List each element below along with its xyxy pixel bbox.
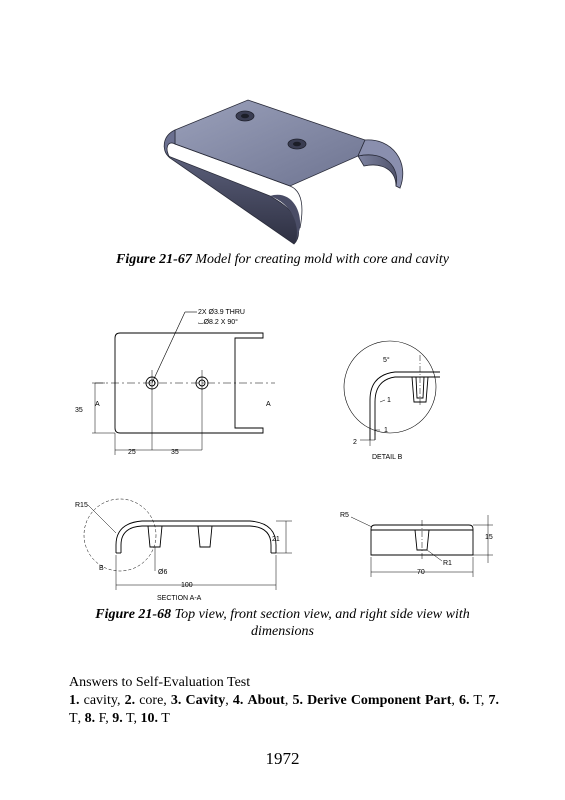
answers-list: 1. cavity, 2. core, 3. Cavity, 4. About, 5. Derive Component Part, 6. T, 7. T, 8. F, 9. T, 10. T: [69, 693, 500, 726]
answer-text: Derive Component Part: [307, 693, 452, 708]
answer-text: T: [69, 711, 78, 726]
answer-num: 4.: [232, 693, 244, 708]
answer-text: F: [98, 711, 106, 726]
side-radius: R5: [340, 512, 349, 519]
answer-text: cavity: [83, 693, 117, 708]
dim-25: 25: [128, 449, 136, 456]
mold-model-image: [160, 78, 405, 248]
section-detail-label: B: [99, 565, 104, 572]
detail-dim-b: 1: [384, 427, 388, 434]
answer-num: 7.: [488, 693, 500, 708]
detail-angle: 5°: [383, 357, 390, 364]
figure-number: Figure 21-68: [95, 607, 172, 622]
answer-num: 9.: [112, 711, 123, 726]
answer-num: 6.: [459, 693, 470, 708]
figure-caption-text-line2: dimensions: [251, 624, 314, 639]
section-radius: R15: [75, 502, 88, 509]
answers-section: [69, 674, 499, 728]
answer-text: T: [161, 711, 170, 726]
section-length-100: 100: [181, 582, 193, 589]
answer-text: About: [247, 693, 285, 708]
figure-number: Figure 21-67: [116, 252, 192, 267]
section-height-21: 21: [272, 536, 280, 543]
answer-num: 10.: [140, 711, 158, 726]
answers-heading: Answers to Self-Evaluation Test: [69, 675, 251, 690]
figure-21-67-caption: [60, 251, 505, 268]
side-view-drawing: [335, 505, 500, 580]
page-number: 1972: [265, 749, 300, 768]
detail-dim-c: 2: [353, 439, 357, 446]
side-inner-radius: R1: [443, 560, 452, 567]
answer-text: Cavity: [185, 693, 226, 708]
section-a-a-drawing: [70, 493, 295, 605]
section-mark-left: A: [95, 401, 100, 408]
figure-21-68-caption: [60, 606, 505, 640]
detail-b-title: DETAIL B: [372, 454, 403, 461]
top-view-drawing: [75, 300, 285, 465]
dim-height-35: 35: [75, 407, 83, 414]
figure-caption-text-line1: Top view, front section view, and right side view with: [174, 607, 470, 622]
side-height-15: 15: [485, 534, 493, 541]
answer-text: T: [125, 711, 134, 726]
answer-num: 3.: [170, 693, 182, 708]
answer-text: T: [473, 693, 481, 708]
figure-caption-text: Model for creating mold with core and cavity: [195, 252, 449, 267]
section-title: SECTION A-A: [157, 595, 202, 602]
answer-num: 8.: [84, 711, 96, 726]
section-hole-dia: Ø6: [158, 569, 168, 576]
hole-callout-1: 2X Ø3.9 THRU: [198, 309, 245, 316]
hole-callout-2: ⌴Ø8.2 X 90°: [198, 319, 238, 326]
detail-dim-a: 1: [387, 397, 391, 404]
dim-35: 35: [171, 449, 179, 456]
answer-num: 2.: [124, 693, 136, 708]
answer-num: 1.: [69, 693, 80, 708]
detail-b-drawing: [340, 340, 450, 465]
section-mark-right: A: [266, 401, 271, 408]
answer-text: core: [139, 693, 164, 708]
answer-num: 5.: [292, 693, 303, 708]
side-length-70: 70: [417, 569, 425, 576]
